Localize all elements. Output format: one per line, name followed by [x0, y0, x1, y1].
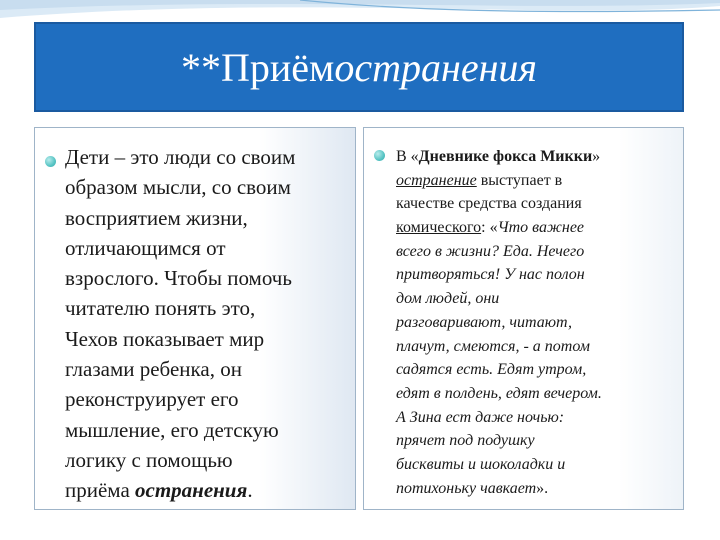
- left-panel-text: [65, 142, 355, 506]
- left-line: логику с помощью: [65, 447, 233, 472]
- left-line: Чехов показывает мир: [65, 326, 265, 351]
- right-line-2-rest: выступает в: [476, 171, 563, 189]
- quote-close: ».: [536, 479, 549, 497]
- term-comic: комического: [396, 219, 482, 237]
- quote-line: едят в полдень, едят вечером.: [396, 384, 602, 402]
- left-line: отличающимся от: [65, 235, 226, 260]
- left-line: читателю понять это,: [65, 296, 256, 321]
- left-emphasis: остранения: [135, 478, 248, 503]
- quote-start: Что важнее: [497, 219, 585, 237]
- quote-line: бисквиты и шоколадки и: [396, 455, 566, 473]
- quote-line: притворяться! У нас полон: [396, 266, 585, 284]
- title-prefix: **Приём: [180, 44, 335, 90]
- quote-end: потихоньку чавкает: [396, 479, 537, 497]
- right-line-3: качестве средства создания: [396, 195, 582, 213]
- quote-line: разговаривают, читают,: [396, 313, 573, 331]
- left-line: глазами ребенка, он: [65, 357, 242, 382]
- quote-last-line: [396, 477, 684, 501]
- left-line: реконструирует его: [65, 387, 239, 412]
- right-line-1-suffix: »: [592, 148, 601, 165]
- right-panel-text: [396, 145, 684, 500]
- title-italic: остранения: [334, 44, 538, 90]
- quote-line: всего в жизни? Еда. Нечего: [396, 242, 585, 260]
- quote-line: садятся есть. Едят утром,: [396, 361, 587, 379]
- left-line: мышление, его детскую: [65, 417, 279, 442]
- quote-line: А Зина ест даже ночью:: [396, 408, 565, 426]
- bullet-icon: [374, 150, 385, 161]
- left-line: Дети – это люди со своим: [65, 145, 296, 169]
- quote-line: плачут, смеются, - а потом: [396, 337, 590, 355]
- left-last-prefix: приёма: [65, 478, 136, 503]
- left-line: образом мысли, со своим: [65, 175, 291, 200]
- term-ostranenie: остранение: [396, 171, 477, 189]
- left-line: восприятием жизни,: [65, 205, 248, 230]
- bullet-icon: [45, 156, 56, 167]
- diary-title: Дневнике фокса Микки: [418, 148, 593, 165]
- right-line-4-colon: : «: [481, 219, 498, 237]
- right-line-4: [396, 216, 684, 240]
- left-last-suffix: .: [247, 478, 253, 503]
- left-panel: [34, 127, 356, 510]
- right-line-1: [396, 145, 684, 169]
- slide-title: [34, 22, 684, 112]
- left-line: взрослого. Чтобы помочь: [65, 266, 292, 291]
- left-last-line: [65, 475, 355, 505]
- quote-line: прячет под подушку: [396, 432, 535, 450]
- right-panel: [363, 127, 684, 510]
- right-line-1-prefix: В «: [396, 148, 419, 165]
- quote-line: дом людей, они: [396, 290, 500, 308]
- right-line-2: [396, 169, 684, 193]
